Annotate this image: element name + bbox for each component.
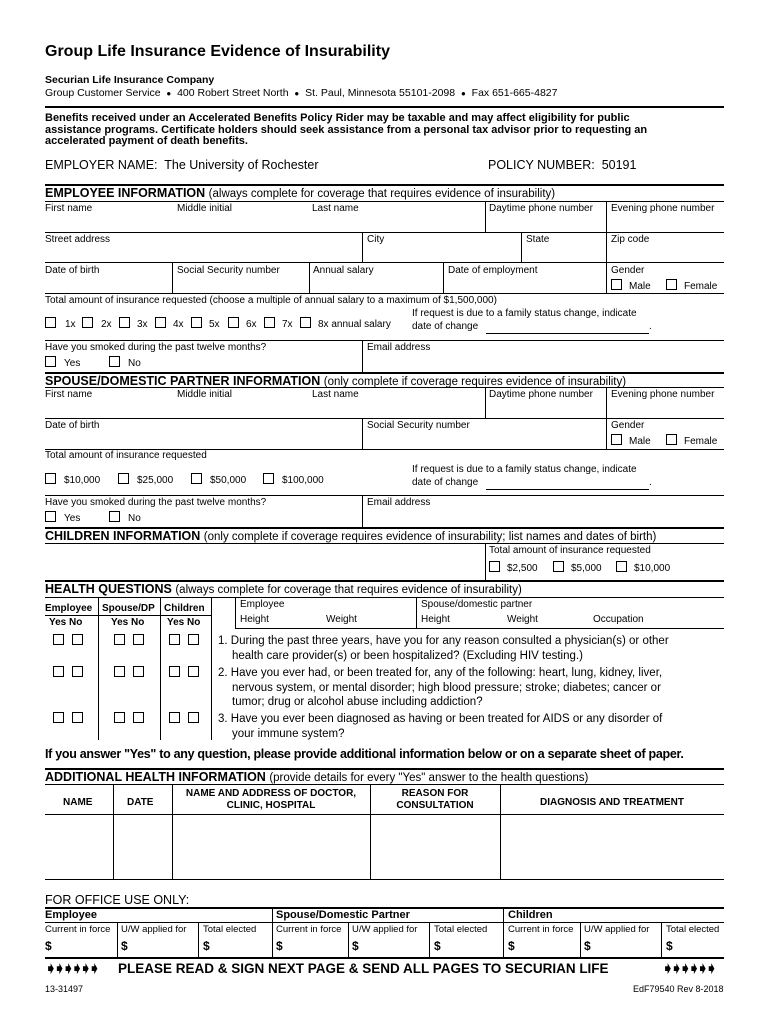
col-children: Children <box>164 603 205 614</box>
col-diagnosis: DIAGNOSIS AND TREATMENT <box>540 797 684 808</box>
spouse-dob[interactable]: Date of birth <box>45 420 100 431</box>
header-rule <box>45 106 724 108</box>
q1-spouse-no[interactable] <box>133 634 144 645</box>
spouse-female-checkbox[interactable] <box>666 434 677 445</box>
spouse-amount-25000[interactable] <box>118 473 129 484</box>
employee-salary[interactable]: Annual salary <box>313 265 374 276</box>
q3-employee-yes[interactable] <box>53 712 64 723</box>
children-heading: CHILDREN INFORMATION (only complete if coverage requires evidence of insurability; list names and dates of birth) <box>45 529 657 543</box>
employee-heading: EMPLOYEE INFORMATION (always complete for coverage that requires evidence of insurability) <box>45 186 556 200</box>
q2-employee-no[interactable] <box>72 666 83 677</box>
q1-children-yes[interactable] <box>169 634 180 645</box>
col-spouse: Spouse/DP <box>102 603 155 614</box>
form-title: Group Life Insurance Evidence of Insurability <box>45 43 390 60</box>
spouse-gender-label: Gender <box>611 420 645 431</box>
employee-smoked-yes[interactable] <box>45 356 56 367</box>
employee-ssn[interactable]: Social Security number <box>177 265 280 276</box>
employee-employment-date[interactable]: Date of employment <box>448 265 538 276</box>
employee-middle-initial[interactable]: Middle initial <box>177 203 233 214</box>
office-spouse: Spouse/Domestic Partner <box>276 909 410 921</box>
children-amount-2500[interactable] <box>489 561 500 572</box>
employee-state[interactable]: State <box>526 234 550 245</box>
employee-smoked-question: Have you smoked during the past twelve months? <box>45 342 267 353</box>
office-heading: FOR OFFICE USE ONLY: <box>45 893 190 907</box>
q3-spouse-no[interactable] <box>133 712 144 723</box>
children-amount-10000[interactable] <box>616 561 627 572</box>
q3-employee-no[interactable] <box>72 712 83 723</box>
q2-children-yes[interactable] <box>169 666 180 677</box>
office-employee-uw[interactable]: $ <box>121 939 128 953</box>
employee-female-checkbox[interactable] <box>666 279 677 290</box>
office-children: Children <box>508 909 553 921</box>
spouse-weight[interactable]: Weight <box>507 614 538 625</box>
q2-spouse-no[interactable] <box>133 666 144 677</box>
multiple-5x-checkbox[interactable] <box>191 317 202 328</box>
office-children-current[interactable]: $ <box>508 939 515 953</box>
col-employee: Employee <box>45 603 93 614</box>
arrows-left-icon: ➧➧➧➧➧➧ <box>45 960 98 976</box>
employee-weight[interactable]: Weight <box>326 614 357 625</box>
employee-total-label: Total amount of insurance requested (choose a multiple of annual salary to a maximum of $1,500,000) <box>45 295 497 306</box>
spouse-hw-label: Spouse/domestic partner <box>421 599 533 610</box>
q1-spouse-yes[interactable] <box>114 634 125 645</box>
multiple-7x-checkbox[interactable] <box>264 317 275 328</box>
spouse-status-change: If request is due to a family status change, indicate <box>412 464 637 475</box>
employee-dob[interactable]: Date of birth <box>45 265 100 276</box>
office-employee: Employee <box>45 909 97 921</box>
policy-number: POLICY NUMBER: 50191 <box>488 158 637 172</box>
employee-male-checkbox[interactable] <box>611 279 622 290</box>
spouse-smoked-no[interactable] <box>109 511 120 522</box>
employee-change-date-field[interactable] <box>486 333 649 334</box>
q2-spouse-yes[interactable] <box>114 666 125 677</box>
col-date: DATE <box>127 797 154 808</box>
employee-eve-phone[interactable]: Evening phone number <box>611 203 715 214</box>
q2-children-no[interactable] <box>188 666 199 677</box>
spouse-heading: SPOUSE/DOMESTIC PARTNER INFORMATION (only complete if coverage requires evidence of insurability) <box>45 374 627 388</box>
q1-children-no[interactable] <box>188 634 199 645</box>
question-2: 2. Have you ever had, or been treated for, any of the following: heart, lung, kidney, liver, nervous system, or mental disorder; high blood pressure; stroke; diabetes; cancer or tumor; drug or alcohol abuse including addiction? <box>218 667 663 708</box>
company-contact: Group Customer Service ● 400 Robert Street North ● St. Paul, Minnesota 55101-2098 ● Fax 651-665-4827 <box>45 87 558 99</box>
spouse-day-phone[interactable]: Daytime phone number <box>489 389 593 400</box>
spouse-amount-10000[interactable] <box>45 473 56 484</box>
employee-day-phone[interactable]: Daytime phone number <box>489 203 593 214</box>
employee-gender-label: Gender <box>611 265 645 276</box>
office-spouse-total[interactable]: $ <box>434 939 441 953</box>
spouse-smoked-yes[interactable] <box>45 511 56 522</box>
multiple-1x-checkbox[interactable] <box>45 317 56 328</box>
office-children-uw[interactable]: $ <box>584 939 591 953</box>
q3-children-yes[interactable] <box>169 712 180 723</box>
spouse-eve-phone[interactable]: Evening phone number <box>611 389 715 400</box>
employee-height[interactable]: Height <box>240 614 269 625</box>
employee-city[interactable]: City <box>367 234 385 245</box>
spouse-last-name[interactable]: Last name <box>312 389 359 400</box>
office-employee-total[interactable]: $ <box>203 939 210 953</box>
revision: EdF79540 Rev 8-2018 <box>633 984 724 994</box>
q1-employee-no[interactable] <box>72 634 83 645</box>
spouse-amount-100000[interactable] <box>263 473 274 484</box>
spouse-male-checkbox[interactable] <box>611 434 622 445</box>
question-3: 3. Have you ever been diagnosed as having or been treated for AIDS or any disorder of your immune system? <box>218 713 663 740</box>
col-reason: REASON FOR CONSULTATION <box>396 788 474 811</box>
employee-first-name[interactable]: First name <box>45 203 93 214</box>
additional-heading: ADDITIONAL HEALTH INFORMATION (provide details for every "Yes" answer to the health questions) <box>45 770 589 784</box>
office-employee-current[interactable]: $ <box>45 939 52 953</box>
employee-hw-label: Employee <box>240 599 285 610</box>
spouse-middle-initial[interactable]: Middle initial <box>177 389 233 400</box>
multiple-4x-checkbox[interactable] <box>155 317 166 328</box>
spouse-occupation[interactable]: Occupation <box>593 614 644 625</box>
spouse-first-name[interactable]: First name <box>45 389 93 400</box>
employee-street[interactable]: Street address <box>45 234 111 245</box>
office-children-total[interactable]: $ <box>666 939 673 953</box>
health-heading: HEALTH QUESTIONS (always complete for coverage that requires evidence of insurability) <box>45 582 522 596</box>
employee-status-change: If request is due to a family status change, indicate <box>412 308 637 319</box>
spouse-height[interactable]: Height <box>421 614 450 625</box>
employer-name: EMPLOYER NAME: The University of Rochester <box>45 158 319 172</box>
spouse-smoked-question: Have you smoked during the past twelve months? <box>45 497 267 508</box>
employee-last-name[interactable]: Last name <box>312 203 359 214</box>
question-1: 1. During the past three years, have you for any reason consulted a physician(s) or other health care provider(s) or been hospitalized? (Excluding HIV testing.) <box>218 635 669 662</box>
q1-employee-yes[interactable] <box>53 634 64 645</box>
office-spouse-current[interactable]: $ <box>276 939 283 953</box>
spouse-change-date-field[interactable] <box>486 489 649 490</box>
multiple-8x-checkbox[interactable] <box>300 317 311 328</box>
q3-children-no[interactable] <box>188 712 199 723</box>
employee-email[interactable]: Email address <box>367 342 431 353</box>
company-name: Securian Life Insurance Company <box>45 74 215 86</box>
footer-cta: PLEASE READ & SIGN NEXT PAGE & SEND ALL PAGES TO SECURIAN LIFE <box>118 961 609 976</box>
multiple-6x-checkbox[interactable] <box>228 317 239 328</box>
col-doctor: NAME AND ADDRESS OF DOCTOR, CLINIC, HOSPITAL <box>185 788 357 811</box>
children-amount-5000[interactable] <box>553 561 564 572</box>
q2-employee-yes[interactable] <box>53 666 64 677</box>
spouse-amount-50000[interactable] <box>191 473 202 484</box>
employee-smoked-no[interactable] <box>109 356 120 367</box>
yes-instruction: If you answer "Yes" to any question, please provide additional information below or on a separate sheet of paper. <box>45 747 684 761</box>
arrows-right-icon: ➧➧➧➧➧➧ <box>662 960 715 976</box>
office-spouse-uw[interactable]: $ <box>352 939 359 953</box>
spouse-total-label: Total amount of insurance requested <box>45 450 207 461</box>
spouse-email[interactable]: Email address <box>367 497 431 508</box>
multiple-2x-checkbox[interactable] <box>82 317 93 328</box>
spouse-ssn[interactable]: Social Security number <box>367 420 470 431</box>
col-name: NAME <box>63 797 93 808</box>
employee-zip[interactable]: Zip code <box>611 234 650 245</box>
children-total-label: Total amount of insurance requested <box>489 545 651 556</box>
q3-spouse-yes[interactable] <box>114 712 125 723</box>
form-code: 13-31497 <box>45 984 84 994</box>
multiple-3x-checkbox[interactable] <box>119 317 130 328</box>
tax-notice: Benefits received under an Accelerated Benefits Policy Rider may be taxable and may affect eligibility for public assistance programs. Certificate holders should seek assistance from a personal tax advisor prior to requesting an accelerated payment of death benefits. <box>45 112 648 147</box>
